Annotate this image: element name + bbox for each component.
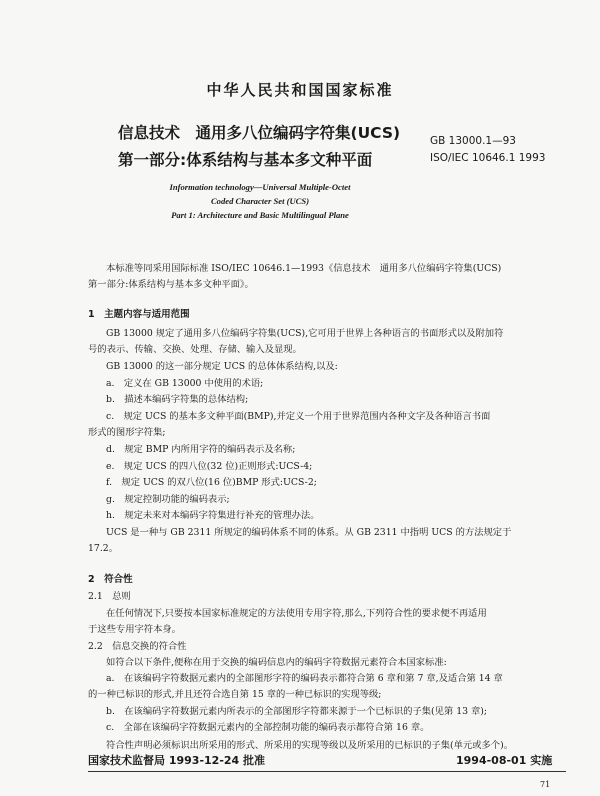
conformance-statement-line: 符合性声明必须标识出所采用的形式、所采用的实现等级以及所采用的已标识的子集(单元或多个)。 (106, 740, 514, 751)
s1-paragraph-line-2: 号的表示、传输、交换、处理、存储、输入及显现。 (88, 344, 302, 355)
page-number: 71 (540, 780, 551, 789)
s21-line-1: 在任何情况下,只要按本国家标准规定的方法使用专用字符,那么,下列符合性的要求便不再适用 (106, 608, 487, 619)
s1-paragraph-line-1: GB 13000 规定了通用多八位编码字符集(UCS),它可用于世界上各种语言的书面形式以及附加符 (106, 328, 504, 339)
list-item: f. 规定 UCS 的双八位(16 位)BMP 形式:UCS-2; (106, 477, 317, 488)
s1-paragraph-3-line-1: UCS 是一种与 GB 2311 所规定的编码体系不同的体系。从 GB 2311 中指明 UCS 的方法规定于 (106, 527, 512, 538)
intro-line-1: 本标准等同采用国际标准 ISO/IEC 10646.1—1993《信息技术 通用多八位编码字符集(UCS) (106, 263, 502, 274)
list-item: a. 在该编码字符数据元素内的全部图形字符的编码表示都符合第 6 章和第 7 章,及适合第 14 章 (106, 673, 503, 684)
title-line-2: 第一部分:体系结构与基本多文种平面 (118, 151, 373, 169)
list-item: a. 定义在 GB 13000 中使用的术语; (106, 378, 264, 389)
english-title-line-1: Information technology—Universal Multiple-Octet (169, 182, 351, 192)
standard-code: GB 13000.1—93 (430, 135, 516, 147)
list-item: d. 规定 BMP 内所用字符的编码表示及名称; (106, 444, 296, 455)
footer-rule (88, 771, 566, 772)
iso-code: ISO/IEC 10646.1 1993 (430, 152, 546, 164)
list-item: e. 规定 UCS 的四八位(32 位)正则形式:UCS-4; (106, 461, 313, 472)
section-1-heading: 1 主题内容与适用范围 (88, 309, 190, 320)
s21-line-2: 于这些专用字符本身。 (88, 624, 181, 635)
section-2-2-heading: 2.2 信息交换的符合性 (88, 641, 187, 652)
list-item: b. 描述本编码字符集的总体结构; (106, 394, 249, 405)
section-2-heading: 2 符合性 (88, 574, 133, 585)
intro-line-2: 第一部分:体系结构与基本多文种平面》。 (88, 279, 254, 290)
title-line-1: 信息技术 通用多八位编码字符集(UCS) (118, 124, 401, 142)
s1-paragraph-2: GB 13000 的这一部分规定 UCS 的总体体系结构,以及: (106, 361, 338, 372)
list-item: g. 规定控制功能的编码表示; (106, 494, 230, 505)
list-item: c. 规定 UCS 的基本多文种平面(BMP),并定义一个用于世界范围内各种文字及各种语言书面 (106, 411, 491, 422)
list-item: b. 在该编码字符数据元素内所表示的全部图形字符都来源于一个已标识的子集(见第 13 章); (106, 706, 488, 717)
implementation-date: 1994-08-01 实施 (456, 754, 553, 767)
section-2-1-heading: 2.1 总则 (88, 591, 131, 602)
english-title-line-2: Coded Character Set (UCS) (210, 196, 310, 206)
english-title-line-3: Part 1: Architecture and Basic Multilingual Plane (171, 210, 349, 220)
list-item: c. 全部在该编码字符数据元素内的全部控制功能的编码表示都符合第 16 章。 (106, 722, 430, 733)
list-item-continuation: 的一种已标识的形式,并且还符合选自第 15 章的一种已标识的实现等级; (88, 689, 382, 700)
approval-date: 国家技术监督局 1993-12-24 批准 (88, 754, 266, 767)
list-item-continuation: 形式的图形字符集; (88, 427, 166, 438)
s1-paragraph-3-line-2: 17.2。 (88, 543, 118, 554)
list-item: h. 规定未来对本编码字符集进行补充的管理办法。 (106, 510, 320, 521)
standard-header: 中华人民共和国国家标准 (206, 81, 394, 99)
s22-intro: 如符合以下条件,便称在用于交换的编码信息内的编码字符数据元素符合本国家标准: (106, 657, 447, 668)
